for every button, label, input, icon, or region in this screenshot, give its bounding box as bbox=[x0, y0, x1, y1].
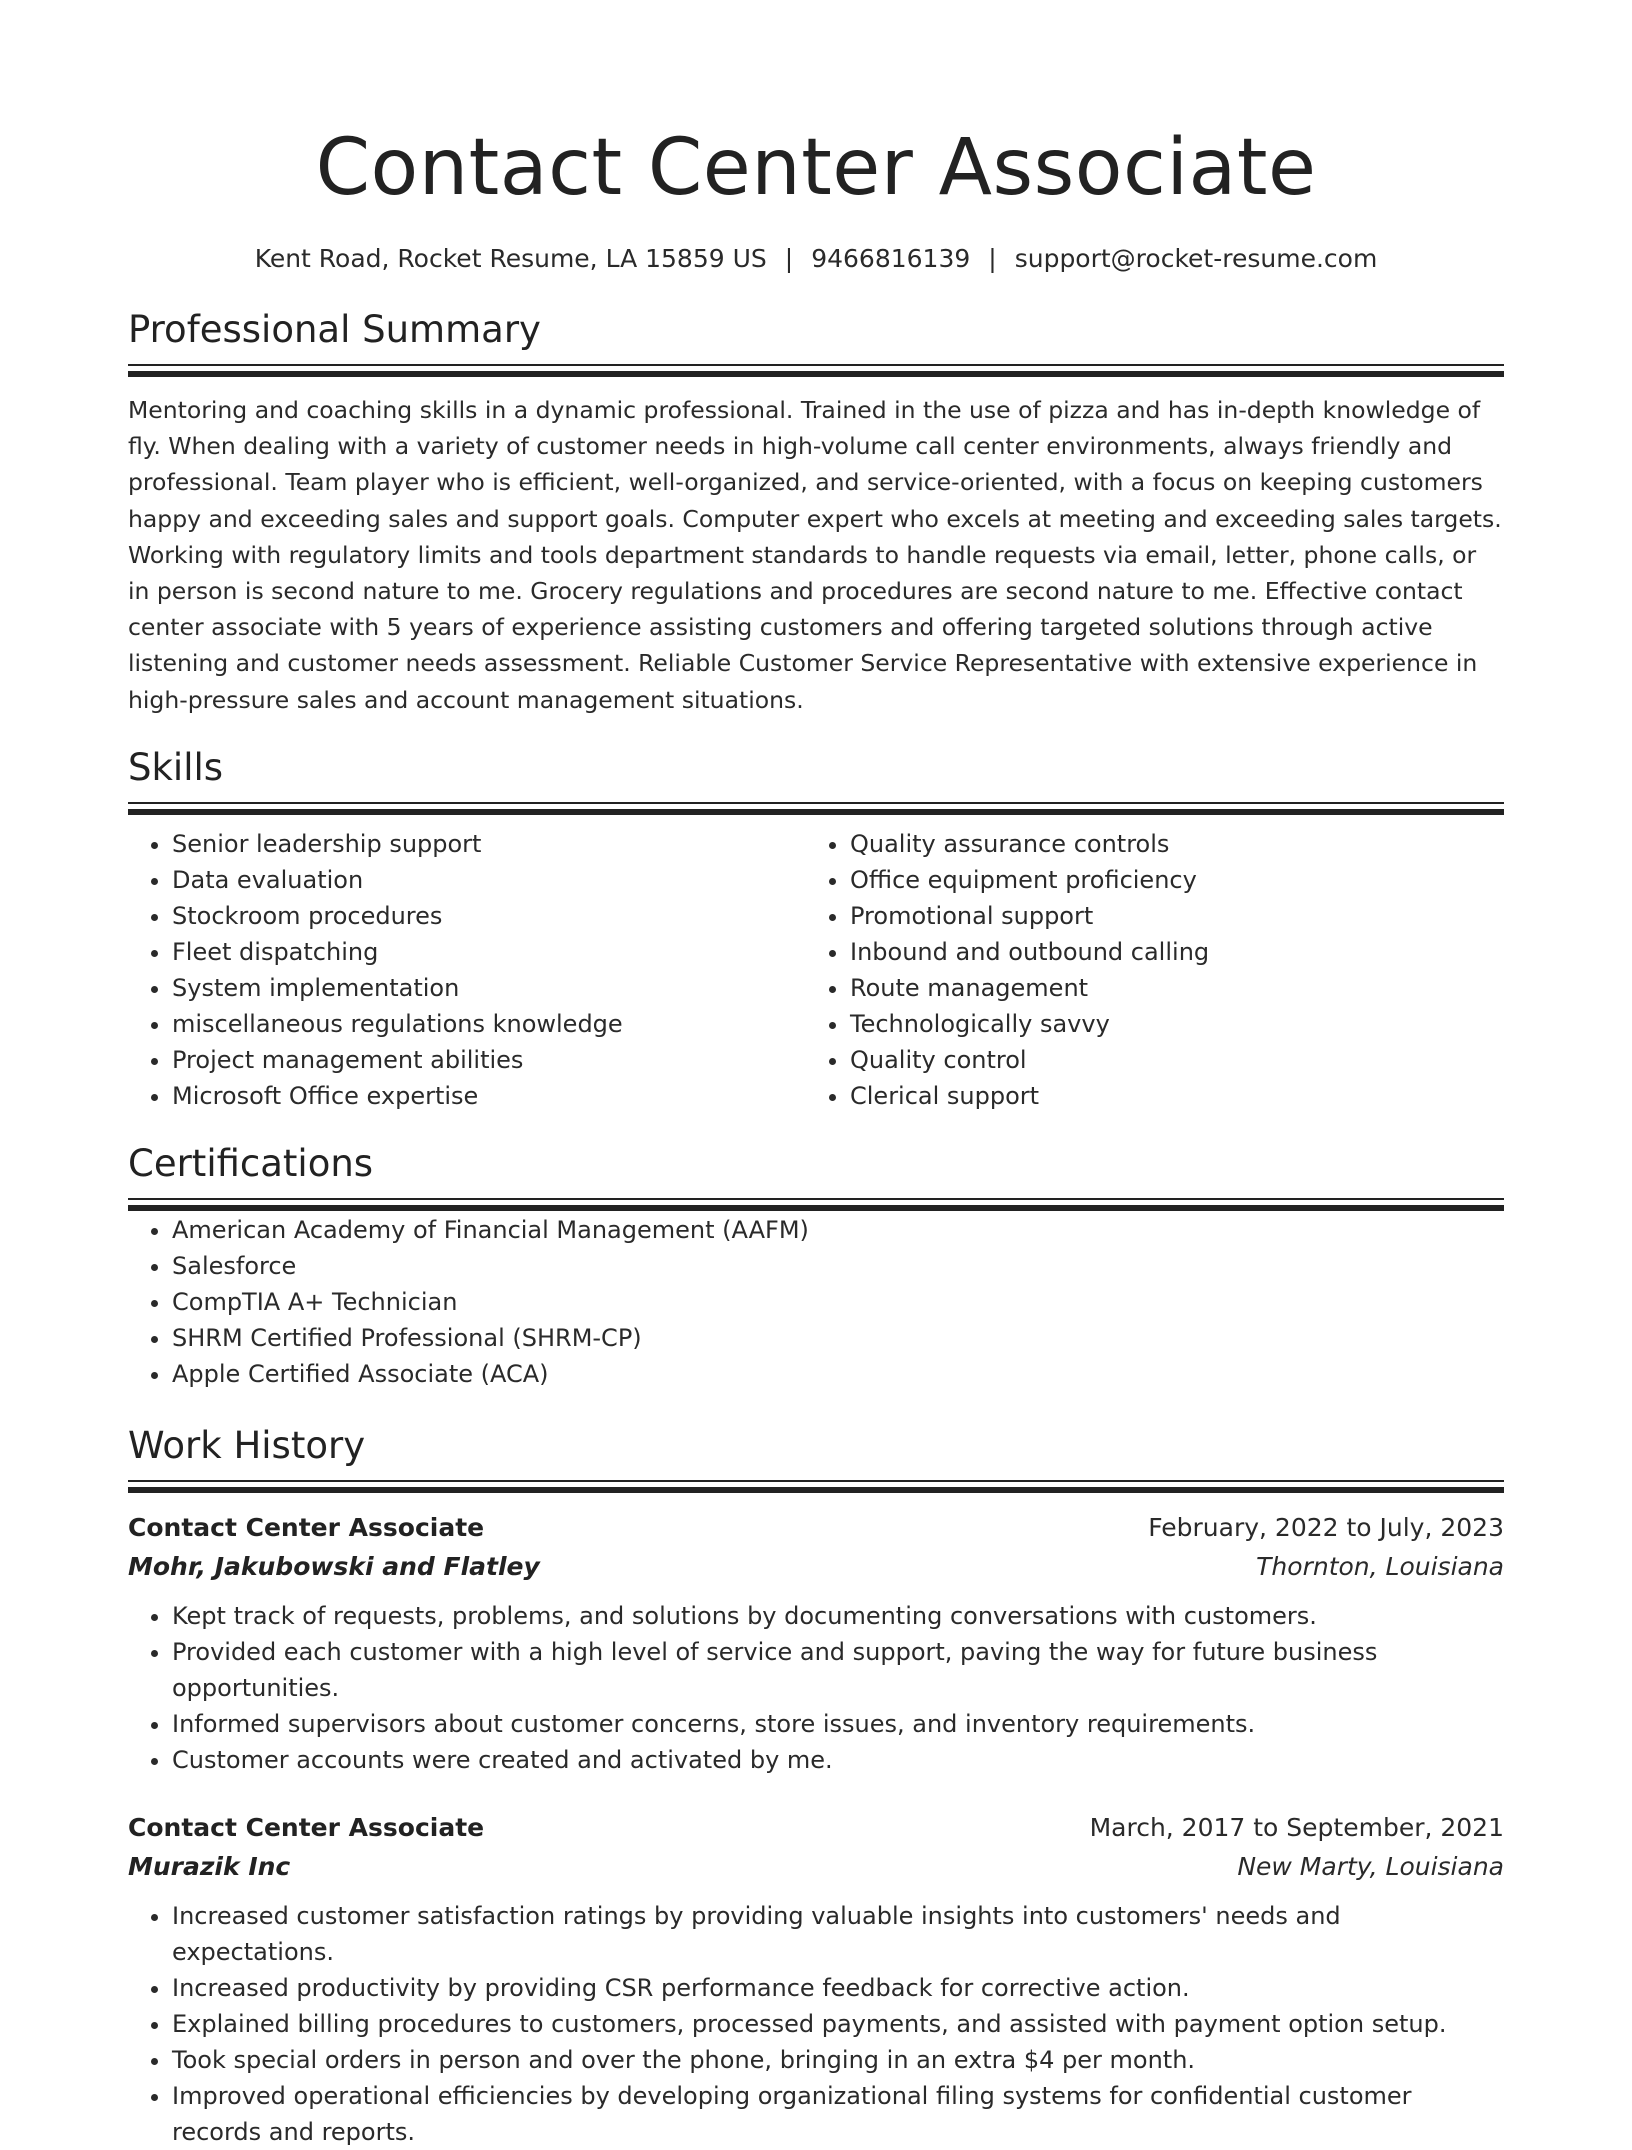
skill-item: • Senior leadership support bbox=[172, 826, 806, 862]
skill-item: • Quality control bbox=[850, 1042, 1484, 1078]
certification-item: • SHRM Certified Professional (SHRM-CP) bbox=[172, 1320, 1504, 1356]
section-title-skills: Skills bbox=[128, 745, 224, 789]
skills-column-right bbox=[806, 826, 1484, 1114]
job-dates: February, 2022 to July, 2023 bbox=[1148, 1512, 1504, 1542]
skills-columns bbox=[128, 826, 1504, 1114]
skill-item: • Data evaluation bbox=[172, 862, 806, 898]
skills-column-left bbox=[128, 826, 806, 1114]
section-divider bbox=[128, 1480, 1504, 1494]
skill-item: • Office equipment proficiency bbox=[850, 862, 1484, 898]
job-bullet: • Took special orders in person and over the phone, bringing in an extra $4 per month. bbox=[172, 2042, 1504, 2078]
skill-item: • Inbound and outbound calling bbox=[850, 934, 1484, 970]
job-list bbox=[128, 1508, 1504, 2150]
skill-item: • Promotional support bbox=[850, 898, 1484, 934]
certification-item: • Apple Certified Associate (ACA) bbox=[172, 1356, 1504, 1392]
job-bullet: • Improved operational efficiencies by developing organizational filing systems for confidential customer records and reports. bbox=[172, 2078, 1504, 2150]
job-bullet: • Customer accounts were created and activated by me. bbox=[172, 1742, 1504, 1778]
contact-phone: 9466816139 bbox=[811, 244, 971, 273]
job-company: Murazik Inc bbox=[128, 1851, 291, 1881]
job-bullet-list bbox=[128, 1598, 1504, 1778]
skills-list-left bbox=[128, 826, 806, 1114]
job-location: Thornton, Louisiana bbox=[1256, 1551, 1504, 1581]
job-bullet-list bbox=[128, 1898, 1504, 2150]
contact-separator: | bbox=[784, 244, 794, 273]
job-entry bbox=[128, 1808, 1504, 2150]
job-bullet: • Kept track of requests, problems, and solutions by documenting conversations with customers. bbox=[172, 1598, 1504, 1634]
skill-item: • Route management bbox=[850, 970, 1484, 1006]
job-company-row bbox=[128, 1547, 1504, 1586]
job-company-row bbox=[128, 1847, 1504, 1886]
section-title-work-history: Work History bbox=[128, 1423, 366, 1467]
resume-page bbox=[128, 0, 1504, 2150]
section-title-certifications: Certifications bbox=[128, 1141, 374, 1185]
section-divider bbox=[128, 364, 1504, 378]
skills-list-right bbox=[806, 826, 1484, 1114]
contact-separator: | bbox=[988, 244, 997, 273]
job-bullet: • Explained billing procedures to customers, processed payments, and assisted with payment option setup. bbox=[172, 2006, 1504, 2042]
section-title-summary: Professional Summary bbox=[128, 308, 541, 351]
job-title: Contact Center Associate bbox=[128, 1812, 485, 1842]
job-location: New Marty, Louisiana bbox=[1237, 1851, 1504, 1881]
contact-address: Kent Road, Rocket Resume, LA 15859 US bbox=[254, 244, 767, 273]
skill-item: • System implementation bbox=[172, 970, 806, 1006]
skills-section bbox=[128, 744, 1504, 1114]
job-header-row bbox=[128, 1508, 1504, 1547]
skill-item: • Technologically savvy bbox=[850, 1006, 1484, 1042]
work-history-section bbox=[128, 1422, 1504, 2150]
skill-item: • Project management abilities bbox=[172, 1042, 806, 1078]
job-bullet: • Increased productivity by providing CSR performance feedback for corrective action. bbox=[172, 1970, 1504, 2006]
resume-name: Contact Center Associate bbox=[315, 123, 1317, 213]
skill-item: • Clerical support bbox=[850, 1078, 1484, 1114]
contact-email: support@rocket-resume.com bbox=[1014, 244, 1378, 273]
certification-item: • American Academy of Financial Management (AAFM) bbox=[172, 1212, 1504, 1248]
job-title: Contact Center Associate bbox=[128, 1512, 485, 1542]
job-bullet: • Provided each customer with a high level of service and support, paving the way for future business opportunities. bbox=[172, 1634, 1504, 1706]
skill-item: • Fleet dispatching bbox=[172, 934, 806, 970]
job-company: Mohr, Jakubowski and Flatley bbox=[128, 1551, 540, 1581]
skill-item: • Microsoft Office expertise bbox=[172, 1078, 806, 1114]
job-entry bbox=[128, 1508, 1504, 1778]
certification-item: • Salesforce bbox=[172, 1248, 1504, 1284]
skill-item: • Quality assurance controls bbox=[850, 826, 1484, 862]
job-bullet: • Increased customer satisfaction ratings by providing valuable insights into customers' needs and expectations. bbox=[172, 1898, 1504, 1970]
skill-item: • Stockroom procedures bbox=[172, 898, 806, 934]
certifications-section bbox=[128, 1140, 1504, 1392]
job-bullet: • Informed supervisors about customer concerns, store issues, and inventory requirements. bbox=[172, 1706, 1504, 1742]
job-header-row bbox=[128, 1808, 1504, 1847]
contact-line bbox=[128, 242, 1504, 276]
certifications-list bbox=[128, 1212, 1504, 1392]
section-divider bbox=[128, 1198, 1504, 1212]
certification-item: • CompTIA A+ Technician bbox=[172, 1284, 1504, 1320]
skill-item: • miscellaneous regulations knowledge bbox=[172, 1006, 806, 1042]
job-dates: March, 2017 to September, 2021 bbox=[1089, 1812, 1504, 1842]
section-divider bbox=[128, 802, 1504, 816]
summary-text: Mentoring and coaching skills in a dynamic professional. Trained in the use of pizza and has in-depth knowledge of fly. When dealing with a variety of customer needs in high-volume call center environments, always friendly and professional. Team player who is efficient, well-organized, and service-oriented, with a focus on keeping customers happy and exceeding sales and support goals. Computer expert who excels at meeting and exceeding sales targets. Working with regulatory limits and tools department standards to handle requests via email, letter, phone calls, or in person is second nature to me. Grocery regulations and procedures are second nature to me. Effective contact center associate with 5 years of experience assisting customers and offering targeted solutions through active listening and customer needs assessment. Reliable Customer Service Representative with extensive experience in high-pressure sales and account management situations. bbox=[128, 396, 1502, 714]
summary-section bbox=[128, 306, 1504, 718]
